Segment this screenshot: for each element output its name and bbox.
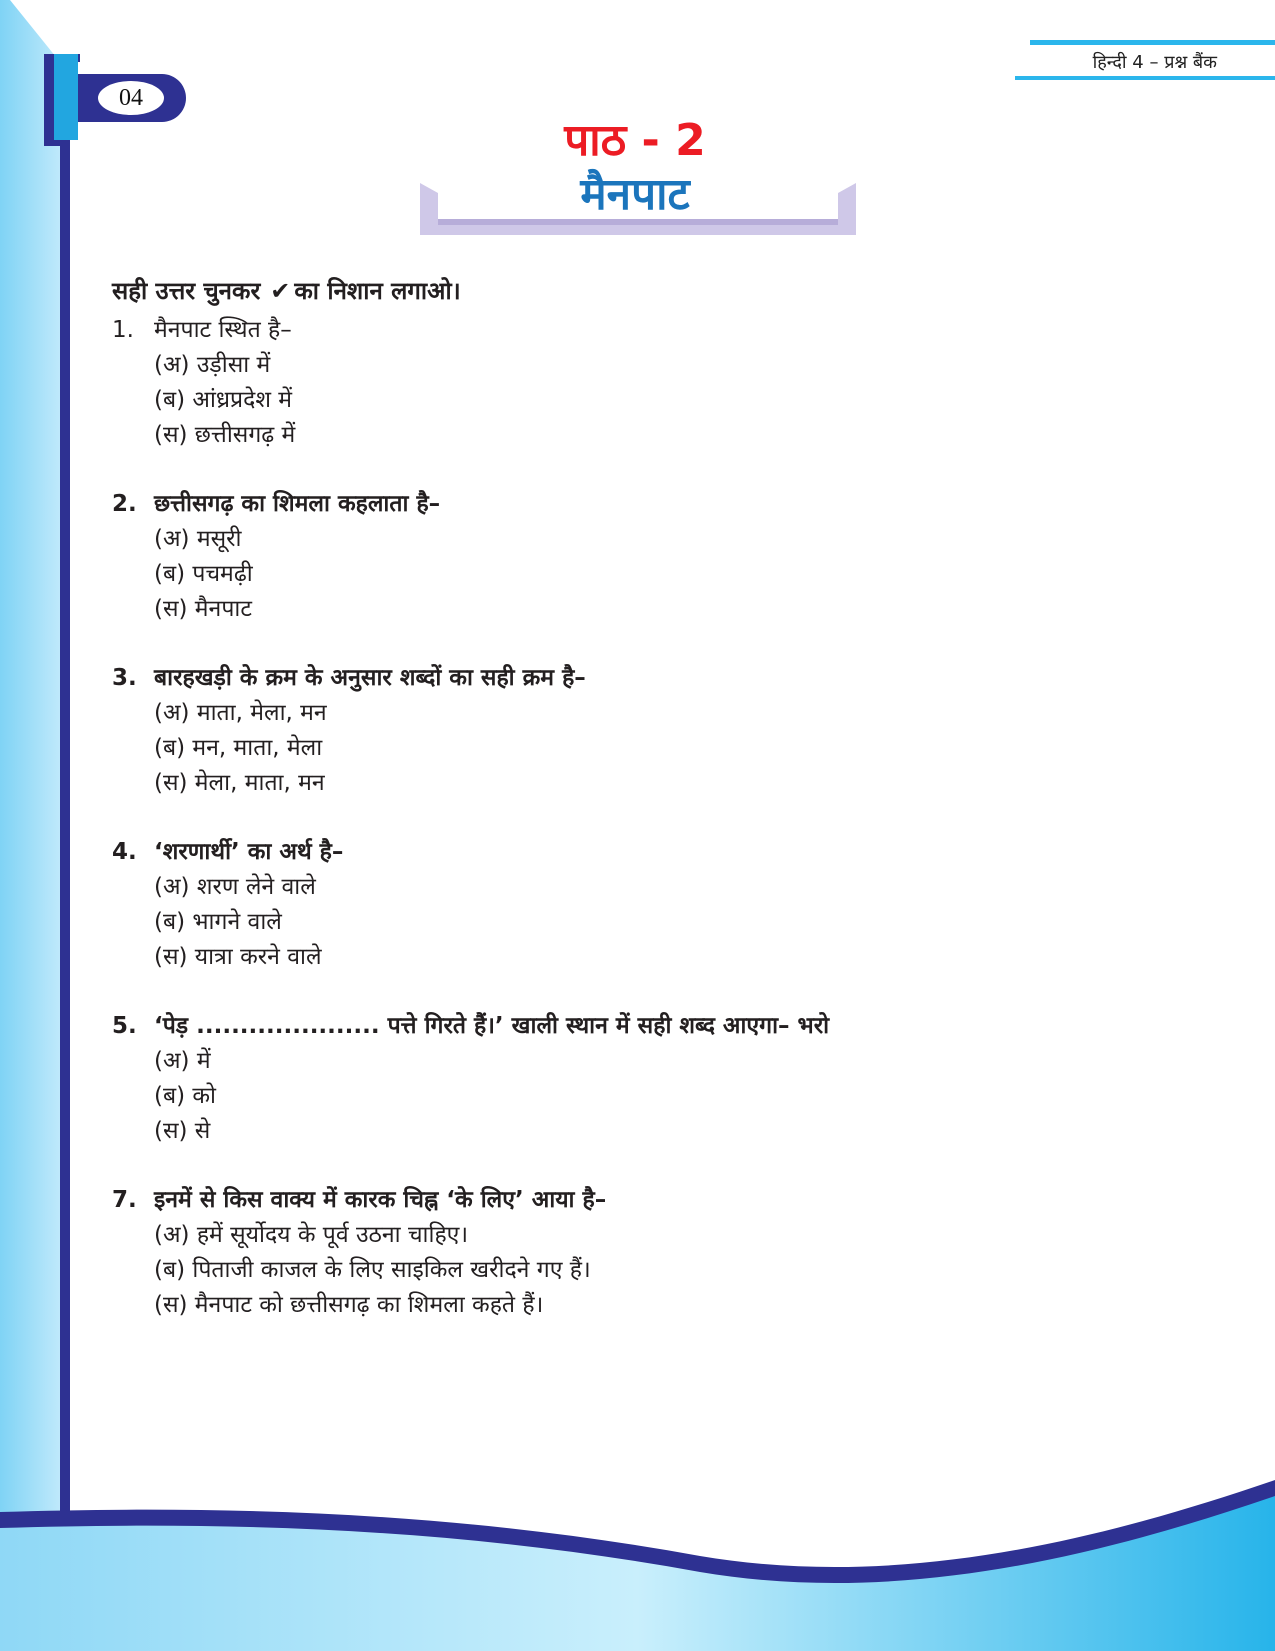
book-title: हिन्दी 4 – प्रश्न बैंक <box>1092 52 1217 73</box>
option-b: (ब) मन, माता, मेला <box>154 735 323 761</box>
question-number: 5. <box>112 1013 137 1039</box>
question-number: 7. <box>112 1187 137 1213</box>
instruction-text-before: सही उत्तर चुनकर <box>112 277 261 305</box>
page-number: 04 <box>98 81 164 115</box>
question-text: मैनपाट स्थित है– <box>154 317 292 343</box>
option-c: (स) से <box>154 1118 211 1144</box>
option-b: (ब) को <box>154 1083 217 1109</box>
question-number: 3. <box>112 665 137 691</box>
option-a: (अ) माता, मेला, मन <box>154 700 327 726</box>
question-1 <box>112 313 295 453</box>
option-c: (स) छत्तीसगढ़ में <box>154 422 296 448</box>
option-b: (ब) भागने वाले <box>154 909 282 935</box>
lesson-number: पाठ - 2 <box>564 115 706 166</box>
option-a: (अ) शरण लेने वाले <box>154 874 316 900</box>
question-text: ‘पेड़ ..................... पत्ते गिरते हैं।’ खाली स्थान में सही शब्द आएगा– भरो <box>154 1013 830 1039</box>
question-2 <box>112 487 440 627</box>
page-number-badge <box>78 74 186 122</box>
option-b: (ब) पिताजी काजल के लिए साइकिल खरीदने गए हैं। <box>154 1257 591 1283</box>
question-number: 1. <box>112 317 134 343</box>
option-c: (स) यात्रा करने वाले <box>154 944 322 970</box>
option-a: (अ) उड़ीसा में <box>154 352 271 378</box>
lesson-title: मैनपाट <box>580 169 690 220</box>
header-rule-bottom <box>1015 76 1275 80</box>
option-c: (स) मैनपाट को छत्तीसगढ़ का शिमला कहते हैं। <box>154 1292 544 1318</box>
instruction-text-after: का निशान लगाओ। <box>294 277 461 305</box>
question-5 <box>112 1009 829 1149</box>
question-3 <box>112 661 586 801</box>
question-text: ‘शरणार्थी’ का अर्थ है– <box>154 839 344 865</box>
bottom-wave-decoration <box>0 1460 1275 1651</box>
instruction-heading <box>112 274 461 307</box>
question-number: 2. <box>112 491 137 517</box>
option-c: (स) मेला, माता, मन <box>154 770 325 796</box>
question-number: 4. <box>112 839 137 865</box>
option-a: (अ) हमें सूर्योदय के पूर्व उठना चाहिए। <box>154 1222 469 1248</box>
option-b: (ब) आंध्रप्रदेश में <box>154 387 293 413</box>
option-a: (अ) मसूरी <box>154 526 242 552</box>
checkmark-icon: ✔ <box>270 277 291 305</box>
question-4 <box>112 835 343 975</box>
option-c: (स) मैनपाट <box>154 596 252 622</box>
question-7 <box>112 1183 606 1323</box>
question-text: बारहखड़ी के क्रम के अनुसार शब्दों का सही क्रम है– <box>154 665 586 691</box>
question-text: छत्तीसगढ़ का शिमला कहलाता है– <box>154 491 441 517</box>
header-rule-top <box>1030 40 1275 45</box>
question-text: इनमें से किस वाक्य में कारक चिह्न ‘के लिए’ आया है– <box>154 1187 607 1213</box>
option-a: (अ) में <box>154 1048 211 1074</box>
option-b: (ब) पचमढ़ी <box>154 561 253 587</box>
